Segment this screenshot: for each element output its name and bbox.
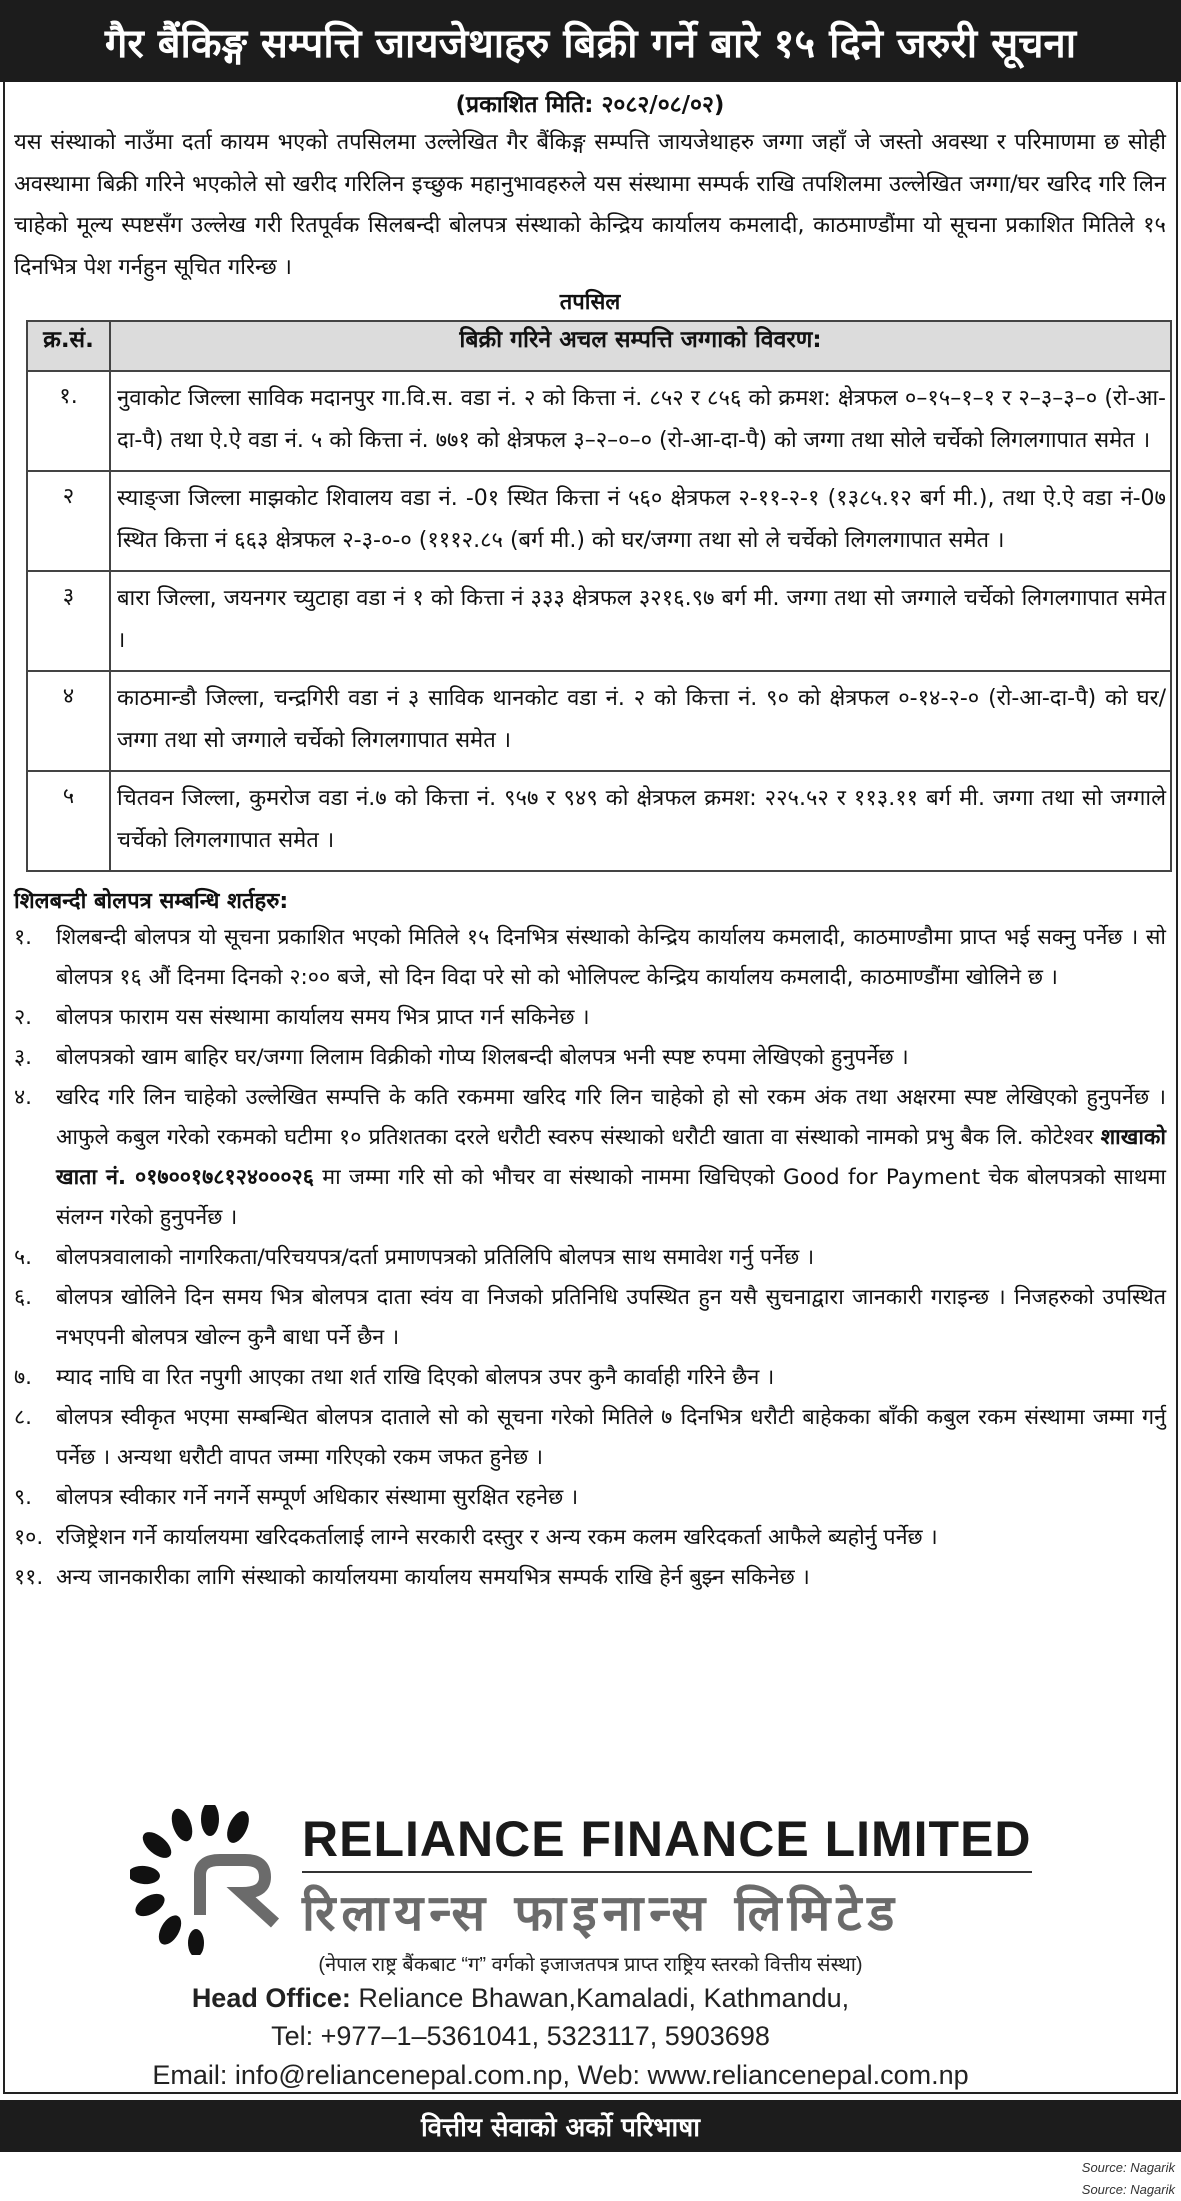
condition-text-after: मा जम्मा गरि सो को भौचर वा संस्थाको नाममा खिचिएको Good for Payment चेक बोलपत्रको साथमा संलग्न गरेको हुनुपर्नेछ । <box>56 1165 1166 1230</box>
condition-number: २. <box>14 1005 33 1030</box>
tagline-band: वित्तीय सेवाको अर्को परिभाषा <box>0 2100 1181 2152</box>
header-description: बिक्री गरिने अचल सम्पत्ति जग्गाको विवरण: <box>110 321 1171 371</box>
license-text: (नेपाल राष्ट्र बैंकबाट “ग” वर्गको इजाजतपत्र प्राप्त राष्ट्रिय स्तरको वित्तीय संस्था) <box>318 1954 863 1976</box>
intro-paragraph: यस संस्थाको नाउँमा दर्ता कायम भएको तपसिलमा उल्लेखित गैर बैंकिङ्ग सम्पत्ति जायजेथाहरु जग्गा जहाँ जे जस्तो अवस्था र परिमाणमा छ सोही अवस्थामा बिक्री गरिने भएकोले सो खरीद गरिलिन इच्छुक महानुभावहरुले यस संस्थामा सम्पर्क राखि तपशिलमा उल्लेखित जग्गा/घर खरिद गरि लिन चाहेको मूल्य स्पष्टसँग उल्लेख गरी रितपूर्वक सिलबन्दी बोलपत्र संस्थाको केन्द्रिय कार्यालय कमलादी, काठमाण्डौंमा यो सूचना प्रकाशित मितिले १५ दिनभित्र पेश गर्नहुन सूचित गरिन्छ । <box>14 130 1166 280</box>
row-description: चितवन जिल्ला, कुमरोज वडा नं.७ को कित्ता नं. ९५७ र ९४९ को क्षेत्रफल क्रमश: २२५.५२ र ११३.११ बर्ग मी. जग्गा तथा सो जग्गाले चर्चेको लिगलगापात समेत । <box>110 771 1171 871</box>
condition-number: ४. <box>14 1085 33 1110</box>
row-description: काठमान्डौ जिल्ला, चन्द्रगिरी वडा नं ३ साविक थानकोट वडा नं. २ को कित्ता नं. ९० को क्षेत्रफल ०-१४-२-० (रो-आ-दा-पै) को घर/जग्गा तथा सो जग्गाले चर्चेको लिगलगापात समेत । <box>110 671 1171 771</box>
condition-text-main: खरिद गरि लिन चाहेको उल्लेखित सम्पत्ति के कति रकममा खरिद गरि लिन चाहेको हो सो रकम अंक तथा अक्षरमा स्पष्ट लेखिएको हुनुपर्नेछ । आफुले कबुल गरेको रकमको घटीमा १० प्रतिशतका दरले धरौटी स्वरुप संस्थाको धरौटी खाता वा संस्थाको नामको प्रभु बैक लि. कोटेश्वर <box>56 1085 1166 1150</box>
condition-item <box>14 1078 1166 1238</box>
notice-title: गैर बैंकिङ्ग सम्पत्ति जायजेथाहरु बिक्री गर्ने बारे १५ दिने जरुरी सूचना <box>0 0 1181 82</box>
notice-body <box>14 88 1166 1598</box>
condition-text <box>56 1558 1166 1598</box>
condition-text <box>56 1278 1166 1358</box>
condition-number: ८. <box>14 1405 33 1430</box>
row-description: स्याङ्जा जिल्ला माझकोट शिवालय वडा नं. -0१ स्थित कित्ता नं ५६० क्षेत्रफल २-११-२-१ (१३८५.१२ बर्ग मी.), तथा ऐ.ऐ वडा नं-0७ स्थित कित्ता नं ६६३ क्षेत्रफल २-३-०-० (१११२.८५ (बर्ग मी.) को घर/जग्गा तथा सो ले चर्चेको लिगलगापात समेत । <box>110 471 1171 571</box>
head-office-label: Head Office: <box>191 1983 351 2013</box>
company-name-english: RELIANCE FINANCE LIMITED <box>302 1810 1032 1873</box>
row-description: नुवाकोट जिल्ला साविक मदानपुर गा.वि.स. वडा नं. २ को कित्ता नं. ८५२ र ८५६ को क्रमश: क्षेत्रफल ०–१५–१–१ र २–३–३–० (रो-आ-दा-पै) तथा ऐ.ऐ वडा नं. ५ को कित्ता नं. ७७१ को क्षेत्रफल ३–२–०–० (रो-आ-दा-पै) को जग्गा तथा सोले चर्चेको लिगलगापात समेत । <box>110 371 1171 471</box>
company-name-nepali: रिलायन्स फाइनान्स लिमिटेड <box>302 1884 901 1942</box>
condition-item <box>14 1358 1166 1398</box>
table-row <box>27 671 1171 771</box>
condition-text <box>56 1478 1166 1518</box>
row-serial: ५ <box>27 771 110 871</box>
company-logo-block <box>130 1805 1050 1955</box>
condition-text-main: अन्य जानकारीका लागि संस्थाको कार्यालयमा कार्यालय समयभित्र सम्पर्क राखि हेर्न बुझ्न सकिनेछ । <box>56 1565 810 1590</box>
condition-item <box>14 1278 1166 1358</box>
schedule-heading: तपसिल <box>559 290 621 315</box>
email-web: Email: info@reliancenepal.com.np, Web: www.reliancenepal.com.np <box>152 2060 969 2090</box>
row-serial: २ <box>27 471 110 571</box>
condition-number: ११. <box>14 1565 44 1590</box>
conditions-list <box>14 918 1166 1598</box>
condition-number: ३. <box>14 1045 33 1070</box>
condition-text <box>56 918 1166 998</box>
published-date: (प्रकाशित मिति: २०८२/०८/०२) <box>455 92 725 118</box>
condition-text <box>56 1398 1166 1478</box>
condition-text-main: बोलपत्र स्वीकार गर्ने नगर्ने सम्पूर्ण अधिकार संस्थामा सुरक्षित रहनेछ । <box>56 1485 579 1510</box>
property-table <box>26 320 1172 872</box>
condition-number: ६. <box>14 1285 33 1310</box>
condition-item <box>14 1518 1166 1558</box>
row-serial: १. <box>27 371 110 471</box>
condition-text-main: बोलपत्र फाराम यस संस्थामा कार्यालय समय भित्र प्राप्त गर्न सकिनेछ । <box>56 1005 590 1030</box>
condition-text-main: बोलपत्रवालाको नागरिकता/परिचयपत्र/दर्ता प्रमाणपत्रको प्रतिलिपि बोलपत्र साथ समावेश गर्नु पर्नेछ । <box>56 1245 815 1270</box>
condition-item <box>14 1238 1166 1278</box>
source-credit: Source: Nagarik <box>1081 2182 1175 2197</box>
conditions-heading: शिलबन्दी बोलपत्र सम्बन्धि शर्तहरु: <box>14 889 289 914</box>
condition-text-main: बोलपत्र स्वीकृत भएमा सम्बन्धित बोलपत्र दाताले सो को सूचना गरेको मितिले ७ दिनभित्र धरौटी बाहेकका बाँकी कबुल रकम संस्थामा जम्मा गर्नु पर्नेछ । अन्यथा धरौटी वापत जम्मा गरिएको रकम जफत हुनेछ । <box>56 1405 1167 1470</box>
row-description: बारा जिल्ला, जयनगर च्युटाहा वडा नं १ को कित्ता नं ३३३ क्षेत्रफल ३२१६.९७ बर्ग मी. जग्गा तथा सो जग्गाले चर्चेको लिगलगापात समेत । <box>110 571 1171 671</box>
table-row <box>27 371 1171 471</box>
source-credit: Source: Nagarik <box>1081 2160 1175 2175</box>
table-row <box>27 571 1171 671</box>
condition-item <box>14 998 1166 1038</box>
condition-text-main: बोलपत्र खोलिने दिन समय भित्र बोलपत्र दाता स्वंय वा निजको प्रतिनिधि उपस्थित हुन यसै सुचनाद्वारा जानकारी गराइन्छ । निजहरुको उपस्थित नभएपनी बोलपत्र खोल्न कुनै बाधा पर्ने छैन । <box>56 1285 1166 1350</box>
table-header-row <box>27 321 1171 371</box>
row-serial: ४ <box>27 671 110 771</box>
condition-text <box>56 998 1166 1038</box>
condition-text <box>56 1078 1166 1238</box>
account-number: शाखाको खाता नं. ०१७००१७८१२४०००२६ <box>56 1125 1166 1190</box>
head-office-address: Reliance Bhawan,Kamaladi, Kathmandu, <box>350 1983 850 2013</box>
reliance-flower-logo-icon <box>130 1805 300 1955</box>
condition-number: ९. <box>14 1485 33 1510</box>
condition-number: ५. <box>14 1245 33 1270</box>
row-serial: ३ <box>27 571 110 671</box>
condition-item <box>14 918 1166 998</box>
condition-text <box>56 1518 1166 1558</box>
head-office <box>0 1983 1111 2014</box>
condition-text-main: शिलबन्दी बोलपत्र यो सूचना प्रकाशित भएको मितिले १५ दिनभित्र संस्थाको केन्द्रिय कार्यालय कमलादी, काठमाण्डौमा प्राप्त भई सक्नु पर्नेछ । सो बोलपत्र १६ औं दिनमा दिनको २:०० बजे, सो दिन विदा परे सो को भोलिपल्ट केन्द्रिय कार्यालय कमलादी, काठमाण्डौंमा खोलिने छ । <box>56 925 1166 990</box>
condition-number: १०. <box>14 1525 44 1550</box>
condition-item <box>14 1398 1166 1478</box>
condition-number: ७. <box>14 1365 33 1390</box>
condition-text-main: रजिष्ट्रेशन गर्ने कार्यालयमा खरिदकर्तालाई लाग्ने सरकारी दस्तुर र अन्य रकम कलम खरिदकर्ता आफैले ब्यहोर्नु पर्नेछ । <box>56 1525 938 1550</box>
condition-text <box>56 1038 1166 1078</box>
condition-item <box>14 1038 1166 1078</box>
condition-text-main: म्याद नाघि वा रित नपुगी आएका तथा शर्त राखि दिएको बोलपत्र उपर कुनै कार्वाही गरिने छैन । <box>56 1365 775 1390</box>
condition-text <box>56 1238 1166 1278</box>
condition-item <box>14 1558 1166 1598</box>
table-row <box>27 471 1171 571</box>
condition-item <box>14 1478 1166 1518</box>
condition-text <box>56 1358 1166 1398</box>
condition-text-main: बोलपत्रको खाम बाहिर घर/जग्गा लिलाम विक्रीको गोप्य शिलबन्दी बोलपत्र भनी स्पष्ट रुपमा लेखिएको हुनुपर्नेछ । <box>56 1045 909 1070</box>
telephone: Tel: +977–1–5361041, 5323117, 5903698 <box>271 2021 770 2051</box>
condition-number: १. <box>14 925 33 950</box>
header-serial: क्र.सं. <box>27 321 110 371</box>
table-row <box>27 771 1171 871</box>
